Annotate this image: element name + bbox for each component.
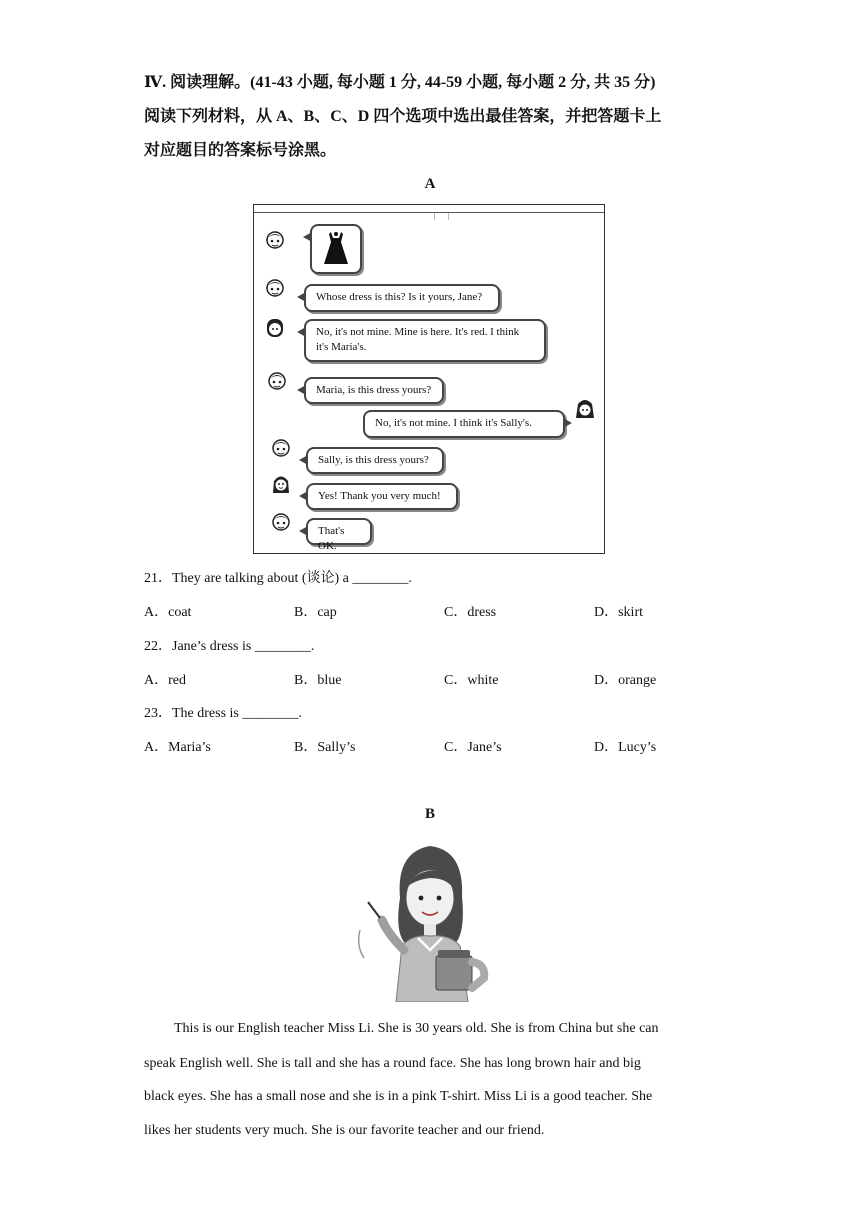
maria-avatar-icon xyxy=(574,398,596,420)
section-heading: Ⅳ. 阅读理解。(41-43 小题, 每小题 1 分, 44-59 小题, 每小题 2 分, 共 35 分) xyxy=(144,74,656,91)
option-23-c[interactable]: C．Jane’s xyxy=(444,740,502,755)
option-23-a[interactable]: A．Maria’s xyxy=(144,740,211,755)
option-22-a[interactable]: A．red xyxy=(144,673,186,688)
question-23: 23．The dress is ________. xyxy=(144,706,302,721)
option-21-d[interactable]: D．skirt xyxy=(594,605,643,620)
dress-icon xyxy=(314,228,358,270)
teacher-illustration xyxy=(352,838,502,1002)
option-23-b[interactable]: B．Sally’s xyxy=(294,740,356,755)
option-21-b[interactable]: B．cap xyxy=(294,605,337,620)
option-21-c[interactable]: C．dress xyxy=(444,605,497,620)
dialog-bubble: Maria, is this dress yours? xyxy=(304,377,444,404)
instruction-line-2: 对应题目的答案标号涂黑。 xyxy=(144,142,337,159)
girl-avatar-icon xyxy=(264,277,286,299)
girl-avatar-icon xyxy=(266,370,288,392)
passage-line-2: speak English well. She is tall and she has a round face. She has long brown hair and big xyxy=(144,1056,641,1071)
dialog-bubble: No, it's not mine. I think it's Sally's. xyxy=(363,410,565,438)
question-21: 21．They are talking about (谈论) a ________. xyxy=(144,571,412,586)
comic-top-bar xyxy=(254,212,604,213)
dress-picture-bubble xyxy=(310,224,362,274)
question-22: 22．Jane’s dress is ________. xyxy=(144,639,315,654)
option-22-c[interactable]: C．white xyxy=(444,673,499,688)
girl-avatar-icon xyxy=(270,437,292,459)
section-b-title: B xyxy=(424,806,435,822)
instruction-line-1: 阅读下列材料，从 A、B、C、D 四个选项中选出最佳答案，并把答题卡上 xyxy=(144,108,662,125)
sally-avatar-icon xyxy=(270,473,292,495)
dialog-bubble: Sally, is this dress yours? xyxy=(306,447,444,474)
passage-line-3: black eyes. She has a small nose and she is in a pink T-shirt. Miss Li is a good teacher. She xyxy=(144,1089,653,1104)
girl-avatar-icon xyxy=(264,229,286,251)
option-23-d[interactable]: D．Lucy’s xyxy=(594,740,657,755)
dialog-bubble: Yes! Thank you very much! xyxy=(306,483,458,510)
passage-line-4: likes her students very much. She is our favorite teacher and our friend. xyxy=(144,1123,545,1138)
dialog-bubble: That's OK. xyxy=(306,518,372,545)
dialog-bubble: Whose dress is this? Is it yours, Jane? xyxy=(304,284,500,312)
jane-avatar-icon xyxy=(264,317,286,339)
option-21-a[interactable]: A．coat xyxy=(144,605,192,620)
girl-avatar-icon xyxy=(270,511,292,533)
option-22-d[interactable]: D．orange xyxy=(594,673,657,688)
section-a-title: A xyxy=(424,176,436,192)
passage-line-1: This is our English teacher Miss Li. She is 30 years old. She is from China but she can xyxy=(174,1021,659,1036)
dialog-bubble: No, it's not mine. Mine is here. It's red. I think it's Maria's. xyxy=(304,319,546,362)
dialog-comic xyxy=(253,204,605,554)
option-22-b[interactable]: B．blue xyxy=(294,673,342,688)
